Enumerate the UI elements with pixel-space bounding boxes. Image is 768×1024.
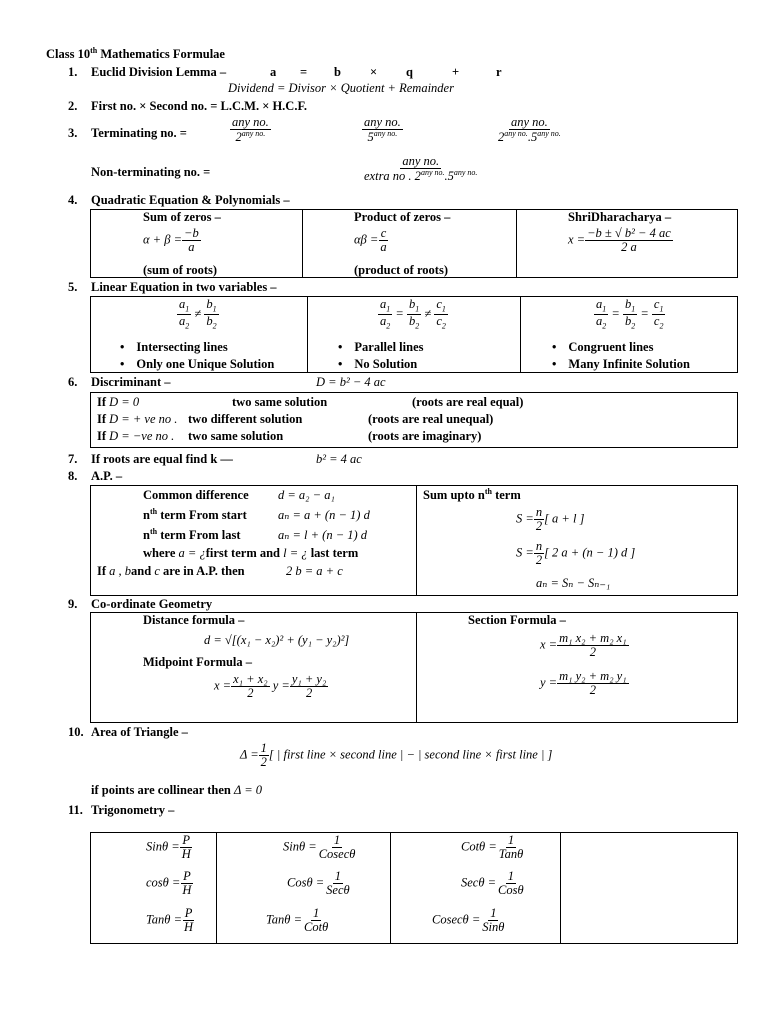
s1-plus: + — [452, 65, 460, 79]
s3-frac-3: any no. $2^{any no.}.5^{any no.}$ — [498, 115, 561, 145]
s5-c2-bullet-2: • No Solution — [338, 357, 417, 372]
s6-row-1: If D = 0 — [97, 395, 140, 409]
s1-eq: = — [300, 65, 308, 79]
s4-heading: Quadratic Equation & Polynomials – — [91, 193, 290, 207]
s9-mid-formula: x = $\frac{\text{x₁ + x₂}}{2}$ y = $\frac{\text{y₁ + y₂}}{2}$ — [214, 672, 327, 701]
num-10: 10. — [68, 725, 84, 739]
s9-sec-label: Section Formula – — [468, 613, 566, 627]
s4-c3-title: ShriDharacharya – — [568, 210, 672, 224]
s6-row-3: If D = −ve no . — [97, 429, 175, 443]
s5-c2-formula: $\frac{a_1}{a_2}$ = $\frac{b_1}{b_2}$ ≠ $\frac{c_1}{c_2}$ — [380, 297, 446, 331]
s1-r: r — [496, 65, 502, 79]
num-7: 7. — [68, 452, 78, 466]
s3-heading: Terminating no. = — [91, 126, 187, 140]
num-1: 1. — [68, 65, 78, 79]
num-2: 2. — [68, 99, 78, 113]
s11-heading: Trigonometry – — [91, 803, 175, 817]
s10-note: if points are collinear then Δ = 0 — [91, 783, 262, 797]
s8-f1: d = a₂ − a₁ — [278, 488, 335, 502]
s8-l4: where a = ¿first term and l = ¿ last term — [143, 546, 359, 560]
s5-c3-bullet-1: • Congruent lines — [552, 340, 653, 355]
s6-formula: D = b² − 4 ac — [316, 375, 386, 389]
s4-c1-title: Sum of zeros – — [143, 210, 221, 224]
s8-right-f3: aₙ = Sₙ − Sₙ₋₁ — [536, 576, 611, 590]
s9-mid-label: Midpoint Formula – — [143, 655, 253, 669]
s9-sec-x: x = $\frac{\text{m₁ x₂ + m₂ x₁}}{2}$ — [540, 631, 627, 660]
num-9: 9. — [68, 597, 78, 611]
s5-c3-bullet-2: • Many Infinite Solution — [552, 357, 690, 372]
num-6: 6. — [68, 375, 78, 389]
s3-frac-nonterm: any no. extra no . $2^{any no.}.5^{any no.}$ — [364, 154, 478, 184]
s8-f3: aₙ = l + (n − 1) d — [278, 528, 368, 542]
s1-times: × — [370, 65, 378, 79]
s11-c3-r3: Cosecθ = 1 Sinθ — [432, 906, 505, 935]
s7-formula: b² = 4 ac — [316, 452, 362, 466]
s4-c1-formula: α + β = $\frac{-b}{a}$ — [143, 226, 199, 255]
s5-c1-formula: $\frac{a_1}{a_2}$ ≠ $\frac{b_1}{b_2}$ — [179, 297, 217, 331]
s6-row-1-mid: two same solution — [232, 395, 328, 409]
s6-row-2-mid: two different solution — [188, 412, 303, 426]
s1-heading: Euclid Division Lemma – — [91, 65, 227, 79]
s3-frac-2: any no. $5^{any no.}$ — [364, 115, 401, 145]
s4-c3-formula: x = $\frac{\text{−b ± √ b² − 4 ac}}{2 a}$ — [568, 226, 671, 255]
s7-heading: If roots are equal find k — — [91, 452, 233, 466]
s6-row-2: If D = + ve no . — [97, 412, 178, 426]
page-title: Class 10th Mathematics Formulae — [46, 46, 225, 62]
s5-heading: Linear Equation in two variables – — [91, 280, 277, 294]
s5-c1-bullet-2: • Only one Unique Solution — [120, 357, 274, 372]
s3-frac-1: any no. $2^{any no.}$ — [232, 115, 269, 145]
s6-row-2-note: (roots are real unequal) — [368, 412, 494, 426]
s5-c1-bullet-1: • Intersecting lines — [120, 340, 228, 355]
num-11: 11. — [68, 803, 83, 817]
s11-c3-r2: Secθ = 1 Cosθ — [461, 869, 524, 898]
s8-right-f2: S = $\frac{n}{2}$ [ 2 a + (n − 1) d ] — [516, 539, 636, 568]
s4-c2-note: (product of roots) — [354, 263, 448, 277]
s9-dist-label: Distance formula – — [143, 613, 245, 627]
s10-heading: Area of Triangle – — [91, 725, 188, 739]
s4-c2-title: Product of zeros – — [354, 210, 451, 224]
num-3: 3. — [68, 126, 78, 140]
s2-text: First no. × Second no. = L.C.M. × H.C.F. — [91, 99, 308, 113]
s11-c2-r2: Cosθ = 1 Secθ — [287, 869, 350, 898]
s6-row-3-note: (roots are imaginary) — [368, 429, 482, 443]
s4-c1-note: (sum of roots) — [143, 263, 218, 277]
s9-heading: Co-ordinate Geometry — [91, 597, 213, 611]
s1-a: a — [270, 65, 277, 79]
s8-l3: $n^{th}$ term From last — [143, 527, 241, 543]
num-5: 5. — [68, 280, 78, 294]
s9-dist-formula: d = √[(x₁ − x₂)² + (y₁ − y₂)²] — [204, 633, 350, 647]
s1-word-formula: Dividend = Divisor × Quotient + Remainder — [228, 81, 454, 95]
s4-c2-formula: αβ = $\frac{c}{a}$ — [354, 226, 387, 255]
s8-l1: Common difference — [143, 488, 249, 502]
s1-b: b — [334, 65, 341, 79]
s8-l5: If a , band c are in A.P. then — [97, 564, 245, 578]
num-4: 4. — [68, 193, 78, 207]
s9-sec-y: y = $\frac{\text{m₁ y₂ + m₂ y₁}}{2}$ — [540, 669, 627, 698]
s10-formula: Δ = $\frac{1}{2}$ [ | first line × second line | − | second line × first line | ] — [240, 741, 553, 770]
s8-f5: 2 b = a + c — [286, 564, 343, 578]
s5-c3-formula: $\frac{a_1}{a_2}$ = $\frac{b_1}{b_2}$ = $\frac{c_1}{c_2}$ — [596, 297, 664, 331]
s11-c3-r1: Cotθ = 1 Tanθ — [461, 833, 524, 862]
s8-heading: A.P. – — [91, 469, 123, 483]
s8-right-title: Sum upto $n^{th}$ term — [423, 487, 521, 503]
s11-c1-r1: Sinθ = $\frac{P}{H}$ — [146, 833, 191, 862]
s6-heading: Discriminant – — [91, 375, 171, 389]
s8-f2: aₙ = a + (n − 1) d — [278, 508, 370, 522]
s11-c1-r2: cosθ = $\frac{P}{H}$ — [146, 869, 192, 898]
s8-l2: $n^{th}$ term From start — [143, 507, 247, 523]
s11-c2-r1: Sinθ = 1 Cosecθ — [283, 833, 356, 862]
s11-c1-r3: Tanθ = $\frac{P}{H}$ — [146, 906, 194, 935]
s6-row-3-mid: two same solution — [188, 429, 284, 443]
s1-q: q — [406, 65, 413, 79]
s5-c2-bullet-1: • Parallel lines — [338, 340, 423, 355]
s8-right-f1: S = $\frac{n}{2}$ [ a + l ] — [516, 505, 585, 534]
num-8: 8. — [68, 469, 78, 483]
s11-c2-r3: Tanθ = 1 Cotθ — [266, 906, 329, 935]
s6-row-1-note: (roots are real equal) — [412, 395, 524, 409]
s3-nonterm-label: Non-terminating no. = — [91, 165, 211, 179]
